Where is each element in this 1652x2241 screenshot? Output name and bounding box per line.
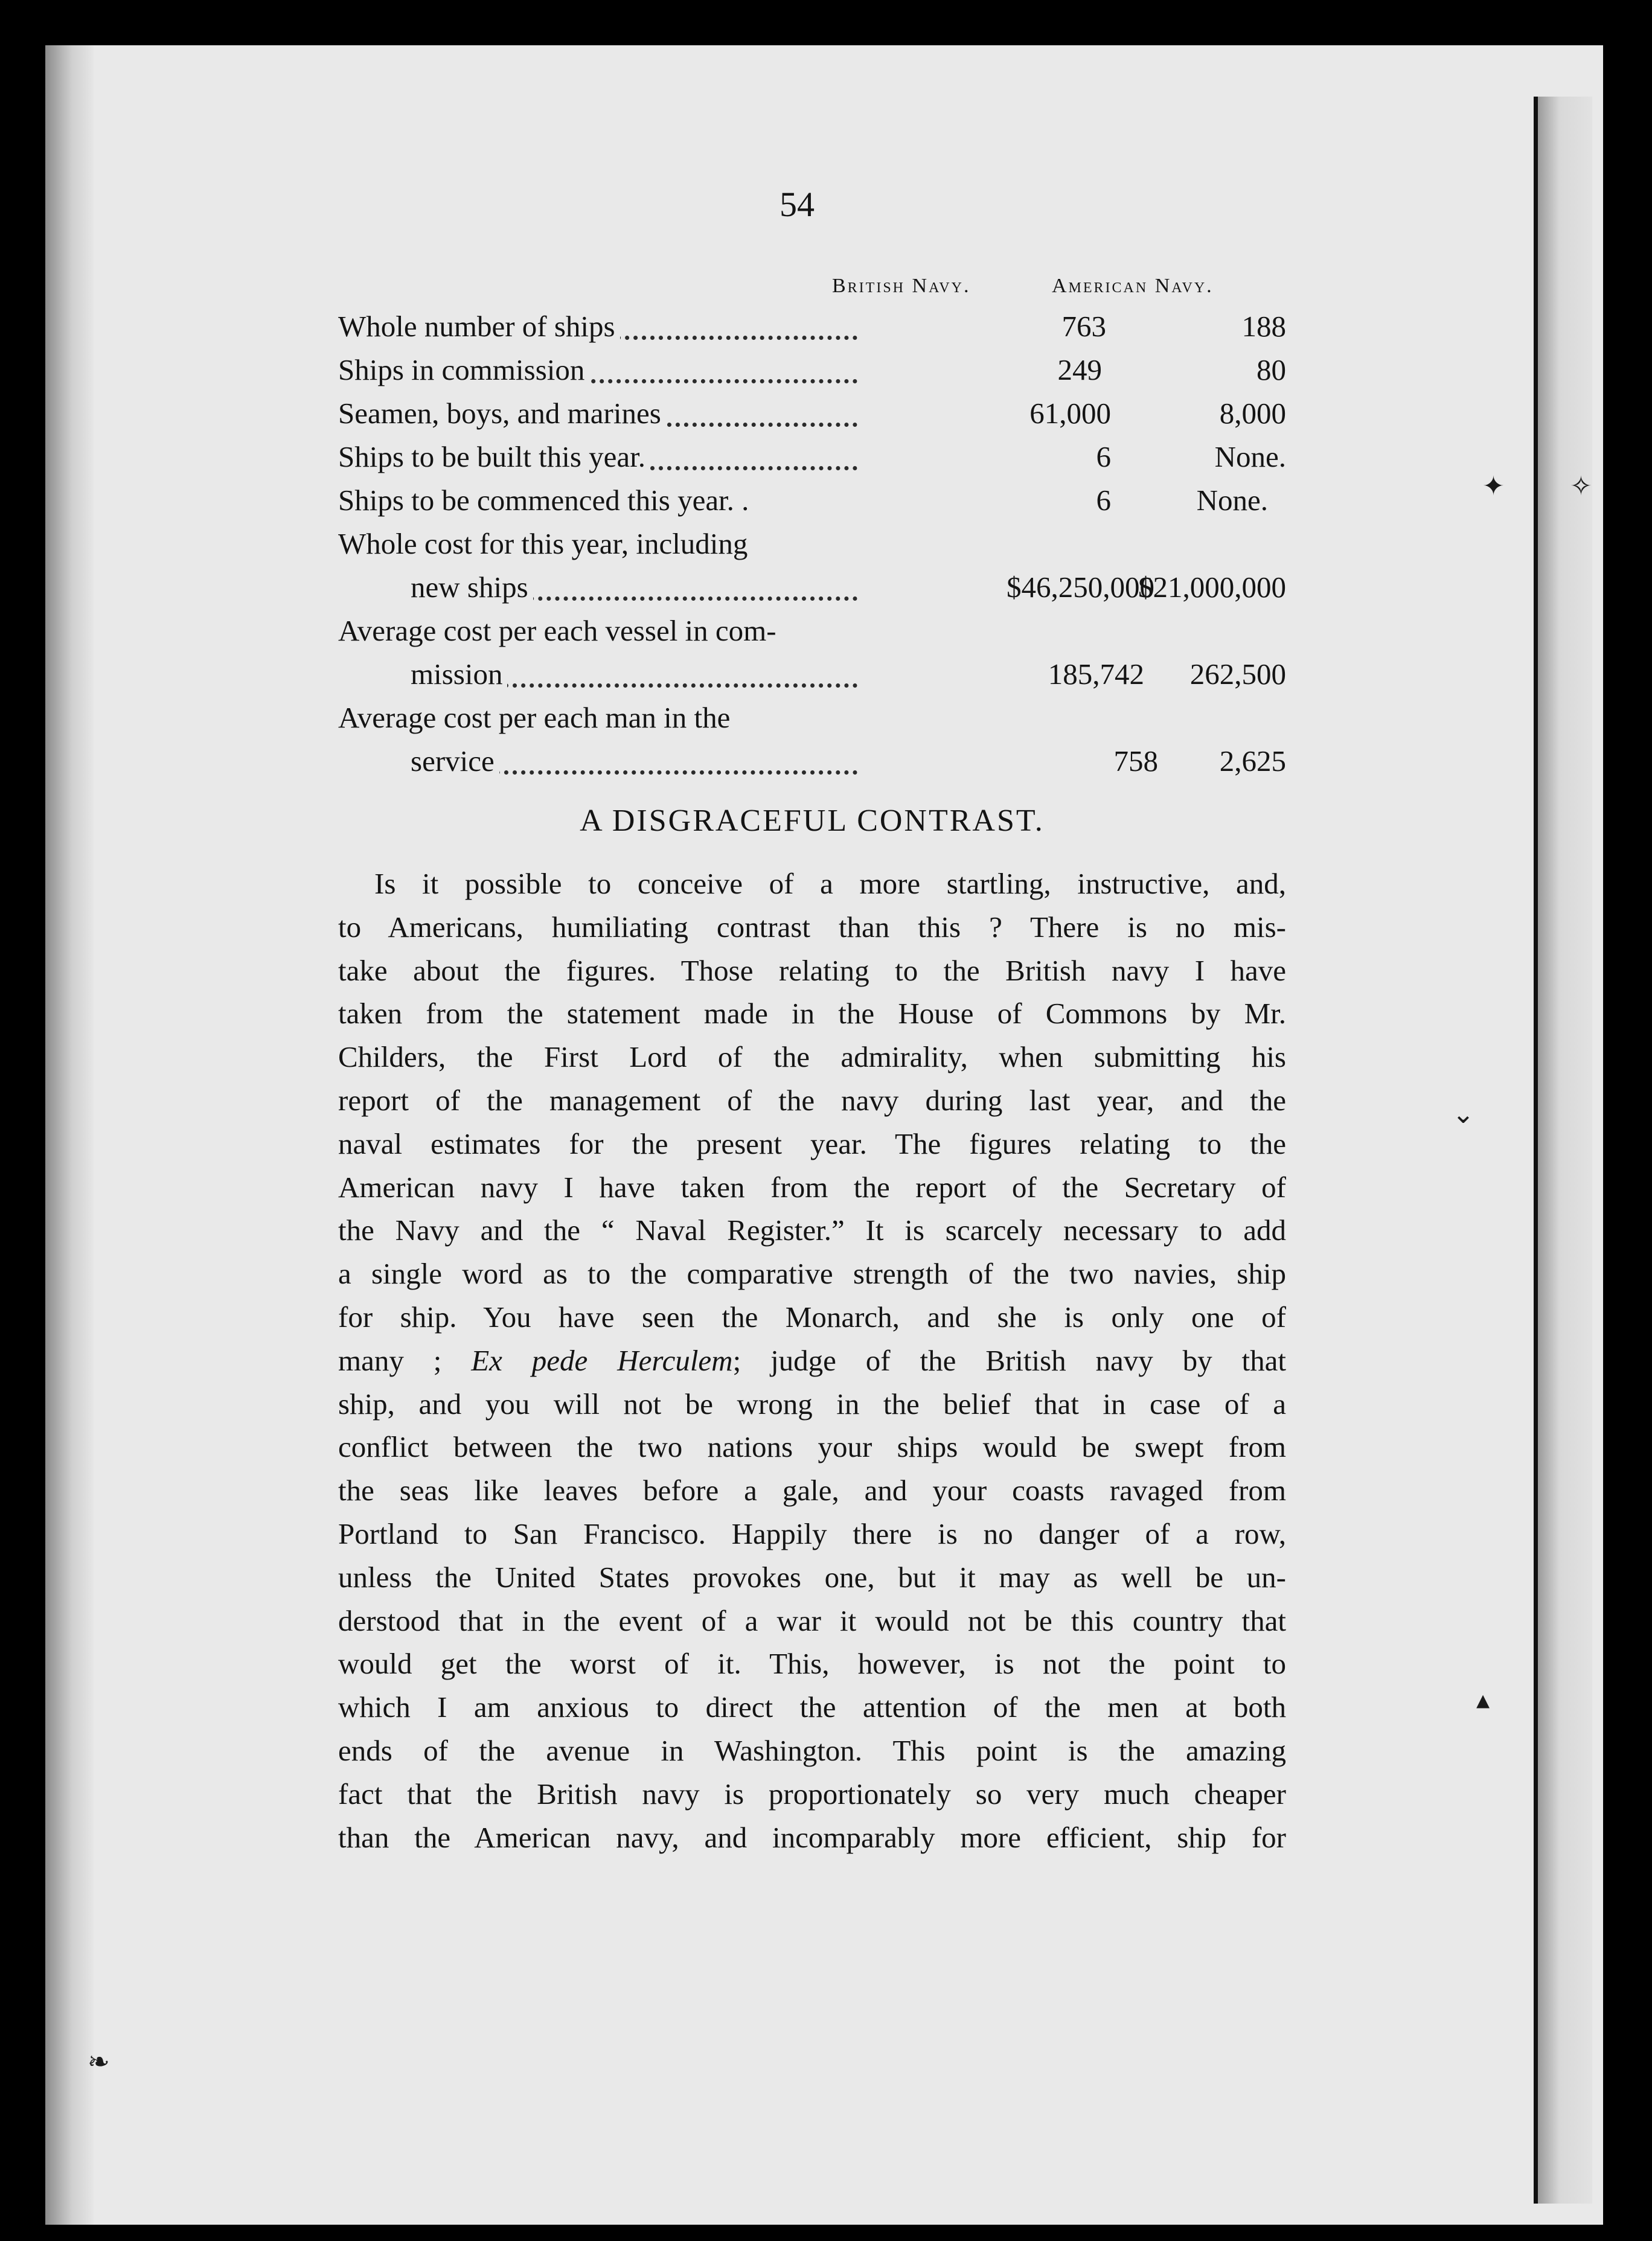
- text-line: report of the management of the navy during last year, and the: [338, 1083, 1286, 1117]
- british-value: $46,250,000: [1007, 571, 1154, 604]
- text-line: [338, 1339, 1286, 1383]
- row-label: [338, 392, 857, 435]
- text-line: the seas like leaves before a gale, and your coasts ravaged from: [338, 1474, 1286, 1507]
- text-line: than the American navy, and incomparably more efficient, ship for: [338, 1820, 1286, 1854]
- american-value: $21,000,000: [1138, 571, 1286, 604]
- row-label: [338, 348, 857, 392]
- row-label-text: Seamen, boys, and marines: [338, 397, 666, 430]
- british-value: 758: [1113, 744, 1158, 778]
- navy-comparison-table: [338, 305, 1286, 783]
- row-label: [338, 609, 857, 696]
- margin-mark: ▴: [1476, 1685, 1490, 1715]
- table-row: [338, 435, 1286, 479]
- text-line: naval estimates for the present year. The figures relating to the: [338, 1127, 1286, 1160]
- table-row: [338, 305, 1286, 348]
- row-label: [338, 522, 857, 609]
- table-row: [338, 392, 1286, 435]
- row-label-continuation: new ships: [411, 571, 533, 604]
- text-line: unless the United States provokes one, but it may as well be un-: [338, 1560, 1286, 1594]
- row-label-text: Whole cost for this year, including: [338, 527, 752, 560]
- margin-mark: ⌄: [1452, 1099, 1474, 1129]
- text-line: fact that the British navy is proportionately so very much cheaper: [338, 1777, 1286, 1811]
- text-line: to Americans, humiliating contrast than this ? There is no mis-: [338, 910, 1286, 944]
- text-line: ends of the avenue in Washington. This point is the amazing: [338, 1733, 1286, 1767]
- row-label-text: Average cost per each man in the: [338, 701, 735, 734]
- table-row: [338, 609, 1286, 696]
- margin-mark: ✧: [1570, 472, 1592, 501]
- facing-page-edge: [1538, 97, 1592, 2204]
- american-value: 262,500: [1189, 657, 1286, 691]
- row-label-continuation: mission: [411, 657, 507, 691]
- text-line: take about the figures. Those relating to the British navy I have: [338, 953, 1286, 987]
- row-label: [338, 479, 857, 522]
- british-value: 6: [1096, 484, 1111, 517]
- british-value: 61,000: [1029, 397, 1111, 430]
- row-label-text: Whole number of ships: [338, 310, 620, 343]
- column-header-british-navy: British Navy.: [832, 275, 971, 297]
- text-line: Portland to San Francisco. Happily there is no danger of a row,: [338, 1517, 1286, 1550]
- margin-mark: ❧: [88, 2047, 110, 2077]
- table-row: [338, 696, 1286, 783]
- text-fragment: many ;: [338, 1343, 442, 1377]
- row-label-text: Average cost per each vessel in com-: [338, 614, 781, 647]
- american-value: 188: [1241, 310, 1286, 343]
- row-label: [338, 435, 857, 479]
- table-row: [338, 348, 1286, 392]
- text-line: for ship. You have seen the Monarch, and she is only one of: [338, 1300, 1286, 1334]
- page-number: 54: [780, 185, 815, 224]
- text-line: Childers, the First Lord of the admirality, when submitting his: [338, 1040, 1286, 1074]
- text-line: a single word as to the comparative strength of the two navies, ship: [338, 1257, 1286, 1291]
- british-value: 763: [1061, 310, 1106, 343]
- section-title: A DISGRACEFUL CONTRAST.: [580, 804, 1045, 838]
- table-row: [338, 522, 1286, 609]
- row-label: [338, 305, 857, 348]
- american-value: None.: [1214, 440, 1286, 473]
- text-line: Is it possible to conceive of a more startling, instructive, and,: [374, 867, 1286, 900]
- text-fragment: ; judge of the British navy by that: [732, 1343, 1287, 1377]
- british-value: 185,742: [1048, 657, 1144, 691]
- row-label-text: Ships in commission: [338, 353, 589, 386]
- text-line: would get the worst of it. This, however, is not the point to: [338, 1647, 1286, 1681]
- row-label-continuation: service: [411, 744, 499, 778]
- latin-phrase: Ex pede Herculem: [471, 1343, 733, 1377]
- american-value: 2,625: [1219, 744, 1286, 778]
- row-label-text: Ships to be commenced this year. .: [338, 484, 754, 517]
- american-value: None.: [1196, 484, 1268, 517]
- british-value: 249: [1057, 353, 1102, 386]
- row-label: [338, 696, 857, 783]
- row-label-text: Ships to be built this year.: [338, 440, 650, 473]
- body-paragraph: [338, 862, 1286, 1859]
- text-line: American navy I have taken from the report of the Secretary of: [338, 1170, 1286, 1204]
- page-left-edge-shadow: [45, 45, 94, 2225]
- binding-gutter-line: [1534, 97, 1538, 2204]
- margin-mark: ✦: [1482, 472, 1505, 501]
- american-value: 8,000: [1219, 397, 1286, 430]
- american-value: 80: [1257, 353, 1286, 386]
- text-line: which I am anxious to direct the attention of the men at both: [338, 1690, 1286, 1724]
- text-line: ship, and you will not be wrong in the belief that in case of a: [338, 1387, 1286, 1421]
- column-header-american-navy: American Navy.: [1052, 275, 1214, 297]
- table-row: [338, 479, 1286, 522]
- text-line: derstood that in the event of a war it would not be this country that: [338, 1603, 1286, 1637]
- text-line: conflict between the two nations your ships would be swept from: [338, 1430, 1286, 1464]
- text-line: taken from the statement made in the House of Commons by Mr.: [338, 997, 1286, 1031]
- text-line: the Navy and the “ Naval Register.” It is scarcely necessary to add: [338, 1213, 1286, 1247]
- british-value: 6: [1096, 440, 1111, 473]
